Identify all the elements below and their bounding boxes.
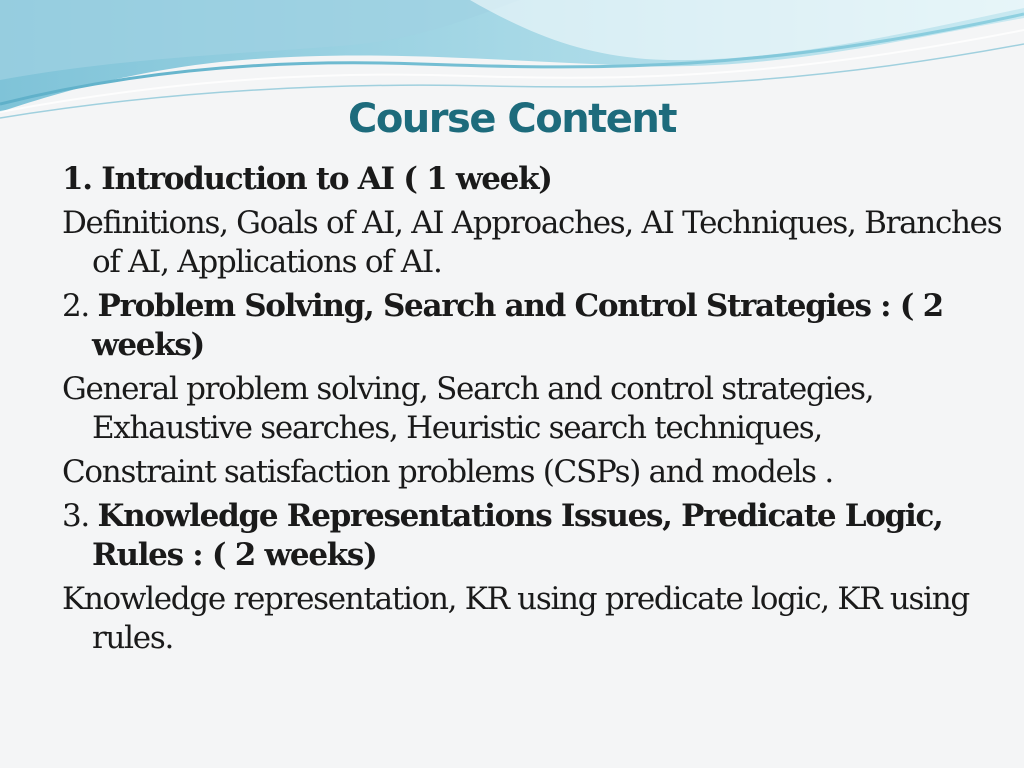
list-item xyxy=(62,580,1002,658)
section-description: Definitions, Goals of AI, AI Approaches, AI Techniques, Branches of AI, Applications of AI. xyxy=(62,205,1002,280)
section-description: Constraint satisfaction problems (CSPs) and models . xyxy=(62,454,833,490)
slide-title: Course Content xyxy=(347,96,677,142)
section-heading: Problem Solving, Search and Control Strategies : ( 2 weeks) xyxy=(92,288,943,363)
list-item xyxy=(62,453,1002,492)
item-prefix: 2. xyxy=(62,288,98,324)
section-description: Knowledge representation, KR using predicate logic, KR using rules. xyxy=(62,581,969,656)
list-item xyxy=(62,287,1002,365)
course-content-list xyxy=(62,160,1002,663)
list-item xyxy=(62,370,1002,448)
list-item xyxy=(62,497,1002,575)
section-heading: 1. Introduction to AI ( 1 week) xyxy=(62,161,552,197)
section-heading: Knowledge Representations Issues, Predicate Logic, Rules : ( 2 weeks) xyxy=(92,498,943,573)
list-item xyxy=(62,160,1002,199)
item-prefix: 3. xyxy=(62,498,98,534)
list-item xyxy=(62,204,1002,282)
section-description: General problem solving, Search and control strategies, Exhaustive searches, Heuristic search techniques, xyxy=(62,371,874,446)
